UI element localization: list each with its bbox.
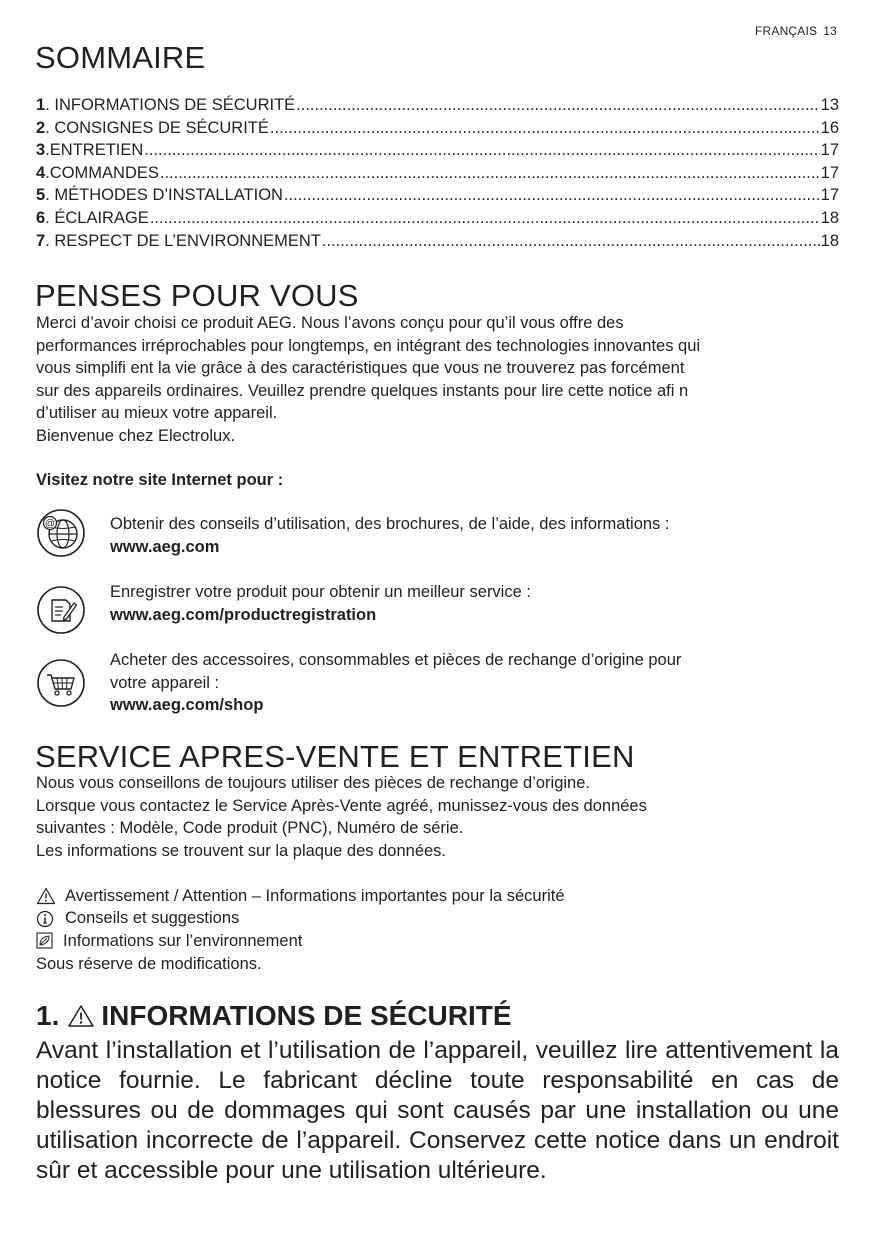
toc-row[interactable]: [36, 232, 839, 255]
toc-separator: .: [45, 163, 50, 182]
penses-title: PENSES POUR VOUS: [35, 278, 359, 313]
modification-note: Sous réserve de modifications.: [36, 954, 262, 973]
toc-page: 17: [820, 186, 839, 205]
warning-icon: [67, 1004, 95, 1028]
link-row-registration: [36, 585, 816, 635]
legend-item-warning: [36, 885, 836, 908]
toc-label: RESPECT DE L’ENVIRONNEMENT: [54, 231, 321, 250]
legend-item-info: [36, 908, 836, 931]
warning-icon: [36, 887, 56, 905]
penses-intro: [36, 312, 836, 448]
toc-number: 3: [36, 141, 46, 160]
toc-dots: [160, 164, 820, 183]
toc-label: MÉTHODES D’INSTALLATION: [54, 186, 283, 205]
toc-separator: .: [45, 208, 55, 227]
toc-dots: [270, 119, 820, 138]
toc-separator: .: [45, 186, 55, 205]
toc-row[interactable]: [36, 119, 839, 142]
link-row-shop: [36, 651, 816, 715]
header-page-number: 13: [823, 24, 837, 38]
link-description: Obtenir des conseils d’utilisation, des brochures, de l’aide, des informations :: [110, 515, 670, 533]
service-line: suivantes : Modèle, Code produit (PNC), Numéro de série.: [36, 819, 464, 838]
page-header: [749, 24, 837, 38]
toc-dots: [322, 232, 820, 251]
link-row-info: [36, 508, 816, 558]
toc-label: COMMANDES: [49, 163, 159, 182]
globe-icon: [36, 508, 86, 558]
toc-label: CONSIGNES DE SÉCURITÉ: [54, 118, 269, 137]
info-icon: [36, 910, 56, 928]
security-heading: INFORMATIONS DE SÉCURITÉ: [101, 1000, 512, 1031]
link-description-cont: votre appareil :: [110, 673, 220, 692]
toc-number: 2: [36, 118, 46, 137]
service-text: [36, 772, 836, 862]
service-line: Les informations se trouvent sur la plaque des données.: [36, 841, 447, 860]
toc-number: 5: [36, 186, 46, 205]
security-number: 1.: [36, 1000, 60, 1031]
link-url-shop[interactable]: www.aeg.com/shop: [110, 696, 264, 715]
toc-separator: .: [45, 96, 55, 114]
leaf-icon: [36, 932, 54, 950]
intro-line: d’utiliser au mieux votre appareil.: [36, 404, 278, 423]
toc-separator: .: [45, 118, 55, 137]
toc-dots: [284, 186, 820, 205]
table-of-contents: [36, 96, 839, 254]
toc-row[interactable]: [36, 209, 839, 232]
link-description: Enregistrer votre produit pour obtenir un meilleur service :: [110, 583, 531, 601]
intro-line: sur des appareils ordinaires. Veuillez prendre quelques instants pour lire cette notice afi n: [36, 381, 689, 400]
legend-text: Conseils et suggestions: [65, 909, 240, 928]
toc-page: 16: [820, 118, 839, 137]
toc-dots: [144, 141, 819, 160]
legend-text: Informations sur l’environnement: [63, 931, 303, 950]
toc-row[interactable]: [36, 96, 839, 119]
header-language: FRANÇAIS: [754, 24, 818, 38]
toc-number: 1: [36, 96, 46, 114]
legend-text: Avertissement / Attention – Informations importantes pour la sécurité: [65, 886, 565, 905]
toc-label: ÉCLAIRAGE: [54, 208, 149, 227]
intro-line: Merci d’avoir choisi ce produit AEG. Nous l’avons conçu pour qu’il vous offre des: [36, 314, 624, 332]
shopping-cart-icon: [36, 658, 86, 708]
toc-page: 18: [820, 208, 839, 227]
service-line: Lorsque vous contactez le Service Après-Vente agréé, munissez-vous des données: [36, 796, 647, 815]
link-url-aeg[interactable]: www.aeg.com: [110, 537, 220, 556]
link-description: Acheter des accessoires, consommables et pièces de rechange d’origine pour: [110, 651, 682, 669]
toc-number: 4: [36, 163, 46, 182]
symbol-legend: [36, 885, 836, 975]
toc-label: ENTRETIEN: [49, 141, 144, 160]
toc-row[interactable]: [36, 186, 839, 209]
toc-number: 6: [36, 208, 46, 227]
intro-line: performances irréprochables pour longtemps, en intégrant des technologies innovantes qui: [36, 336, 701, 355]
toc-page: 17: [820, 141, 839, 160]
toc-row[interactable]: [36, 141, 839, 164]
intro-line: vous simplifi ent la vie grâce à des caractéristiques que vous ne trouverez pas forcément: [36, 359, 685, 378]
security-title: [36, 1000, 512, 1032]
toc-page: 13: [820, 96, 839, 114]
service-title: SERVICE APRES-VENTE ET ENTRETIEN: [35, 739, 635, 774]
toc-separator: .: [45, 141, 50, 160]
service-line: Nous vous conseillons de toujours utiliser des pièces de rechange d’origine.: [36, 774, 590, 792]
toc-dots: [296, 96, 819, 115]
toc-dots: [150, 209, 820, 228]
security-paragraph: Avant l’installation et l’utilisation de l’appareil, veuillez lire attentivement la notice fournie. Le fabricant décline toute responsabilité en cas de blessures ou de dommages qui sont causés par une installation ou une utilisation incorrecte de l’appareil. Conservez cette notice dans un endroit sûr et accessible pour une utilisation ultérieure.: [36, 1037, 839, 1184]
intro-line: Bienvenue chez Electrolux.: [36, 426, 236, 445]
toc-label: INFORMATIONS DE SÉCURITÉ: [54, 96, 296, 114]
toc-page: 17: [820, 163, 839, 182]
link-url-registration[interactable]: www.aeg.com/productregistration: [110, 605, 377, 624]
svg-text:@: @: [44, 518, 56, 530]
toc-page: 18: [820, 231, 839, 250]
toc-separator: .: [45, 231, 55, 250]
legend-item-environment: [36, 930, 836, 953]
visit-heading: Visitez notre site Internet pour :: [36, 471, 284, 489]
toc-number: 7: [36, 231, 46, 250]
sommaire-title: SOMMAIRE: [35, 40, 206, 75]
toc-row[interactable]: [36, 164, 839, 187]
registration-icon: [36, 585, 86, 635]
